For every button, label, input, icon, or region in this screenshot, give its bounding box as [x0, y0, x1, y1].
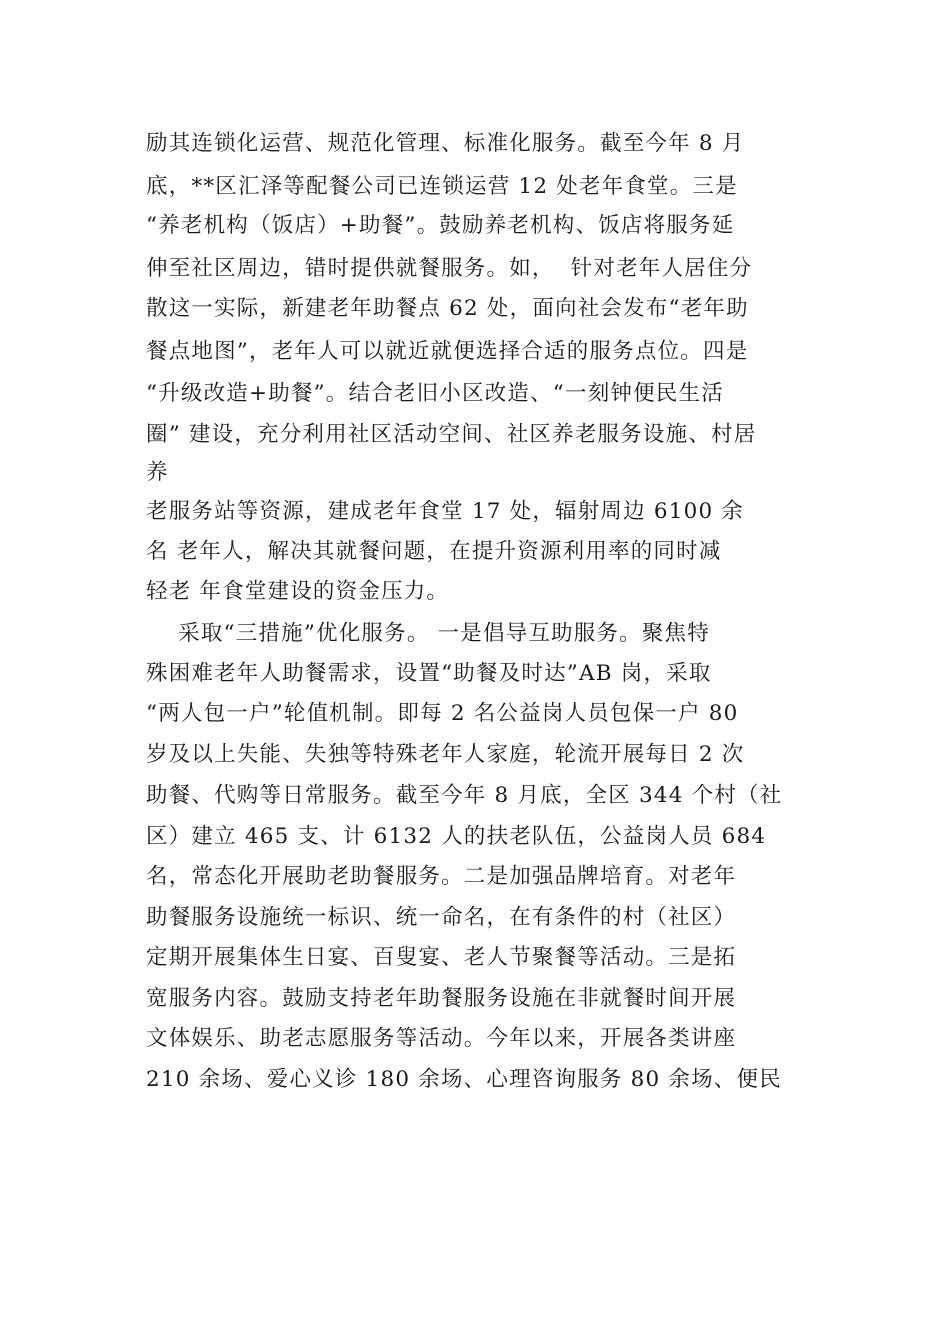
text-line: 岁及以上失能、失独等特殊老年人家庭，轮流开展每日 2 次 [146, 742, 745, 767]
text-line: 餐点地图”，老年人可以就近就便选择合适的服务点位。四是 [146, 339, 749, 364]
text-line: 养 [146, 460, 169, 485]
text-line: 底，**区汇泽等配餐公司已连锁运营 12 处老年食堂。三是 [146, 174, 738, 199]
text-line: 殊困难老年人助餐需求，设置“助餐及时达”AB 岗，采取 [146, 661, 712, 686]
text-line: 210 余场、爱心义诊 180 余场、心理咨询服务 80 余场、便民 [146, 1067, 782, 1092]
text-line: 定期开展集体生日宴、百叟宴、老人节聚餐等活动。三是拓 [146, 945, 737, 970]
text-line: 轻老 年食堂建设的资金压力。 [146, 579, 450, 604]
text-line: 伸至社区周边，错时提供就餐服务。如， 针对老年人居住分 [146, 256, 753, 281]
text-line: 宽服务内容。鼓励支持老年助餐服务设施在非就餐时间开展 [146, 986, 737, 1011]
text-line: 区）建立 465 支、计 6132 人的扶老队伍，公益岗人员 684 [146, 824, 767, 849]
text-line: 助餐、代购等日常服务。截至今年 8 月底，全区 344 个村（社 [146, 783, 783, 808]
text-line: “养老机构（饭店）+助餐”。鼓励养老机构、饭店将服务延 [146, 213, 735, 238]
paragraph-first-line: 采取“三措施”优化服务。 一是倡导互助服务。聚焦特 [146, 621, 710, 646]
text-line: 名，常态化开展助老助餐服务。二是加强品牌培育。对老年 [146, 864, 737, 889]
text-line: 散这一实际，新建老年助餐点 62 处，面向社会发布“老年助 [146, 296, 749, 321]
text-line: 文体娱乐、助老志愿服务等活动。今年以来，开展各类讲座 [146, 1026, 737, 1051]
text-line: 老服务站等资源，建成老年食堂 17 处，辐射周边 6100 余 [146, 499, 745, 524]
text-line: 名 老年人，解决其就餐问题，在提升资源利用率的同时减 [146, 539, 722, 564]
text-line: “两人包一户”轮值机制。即每 2 名公益岗人员包保一户 80 [146, 701, 739, 726]
text-line: “升级改造+助餐”。结合老旧小区改造、“一刻钟便民生活 [146, 381, 724, 406]
text-line: 圈” 建设，充分利用社区活动空间、社区养老服务设施、村居 [146, 422, 757, 447]
text-line: 励其连锁化运营、规范化管理、标准化服务。截至今年 8 月 [146, 131, 745, 156]
text-line: 助餐服务设施统一标识、统一命名，在有条件的村（社区） [146, 905, 737, 930]
